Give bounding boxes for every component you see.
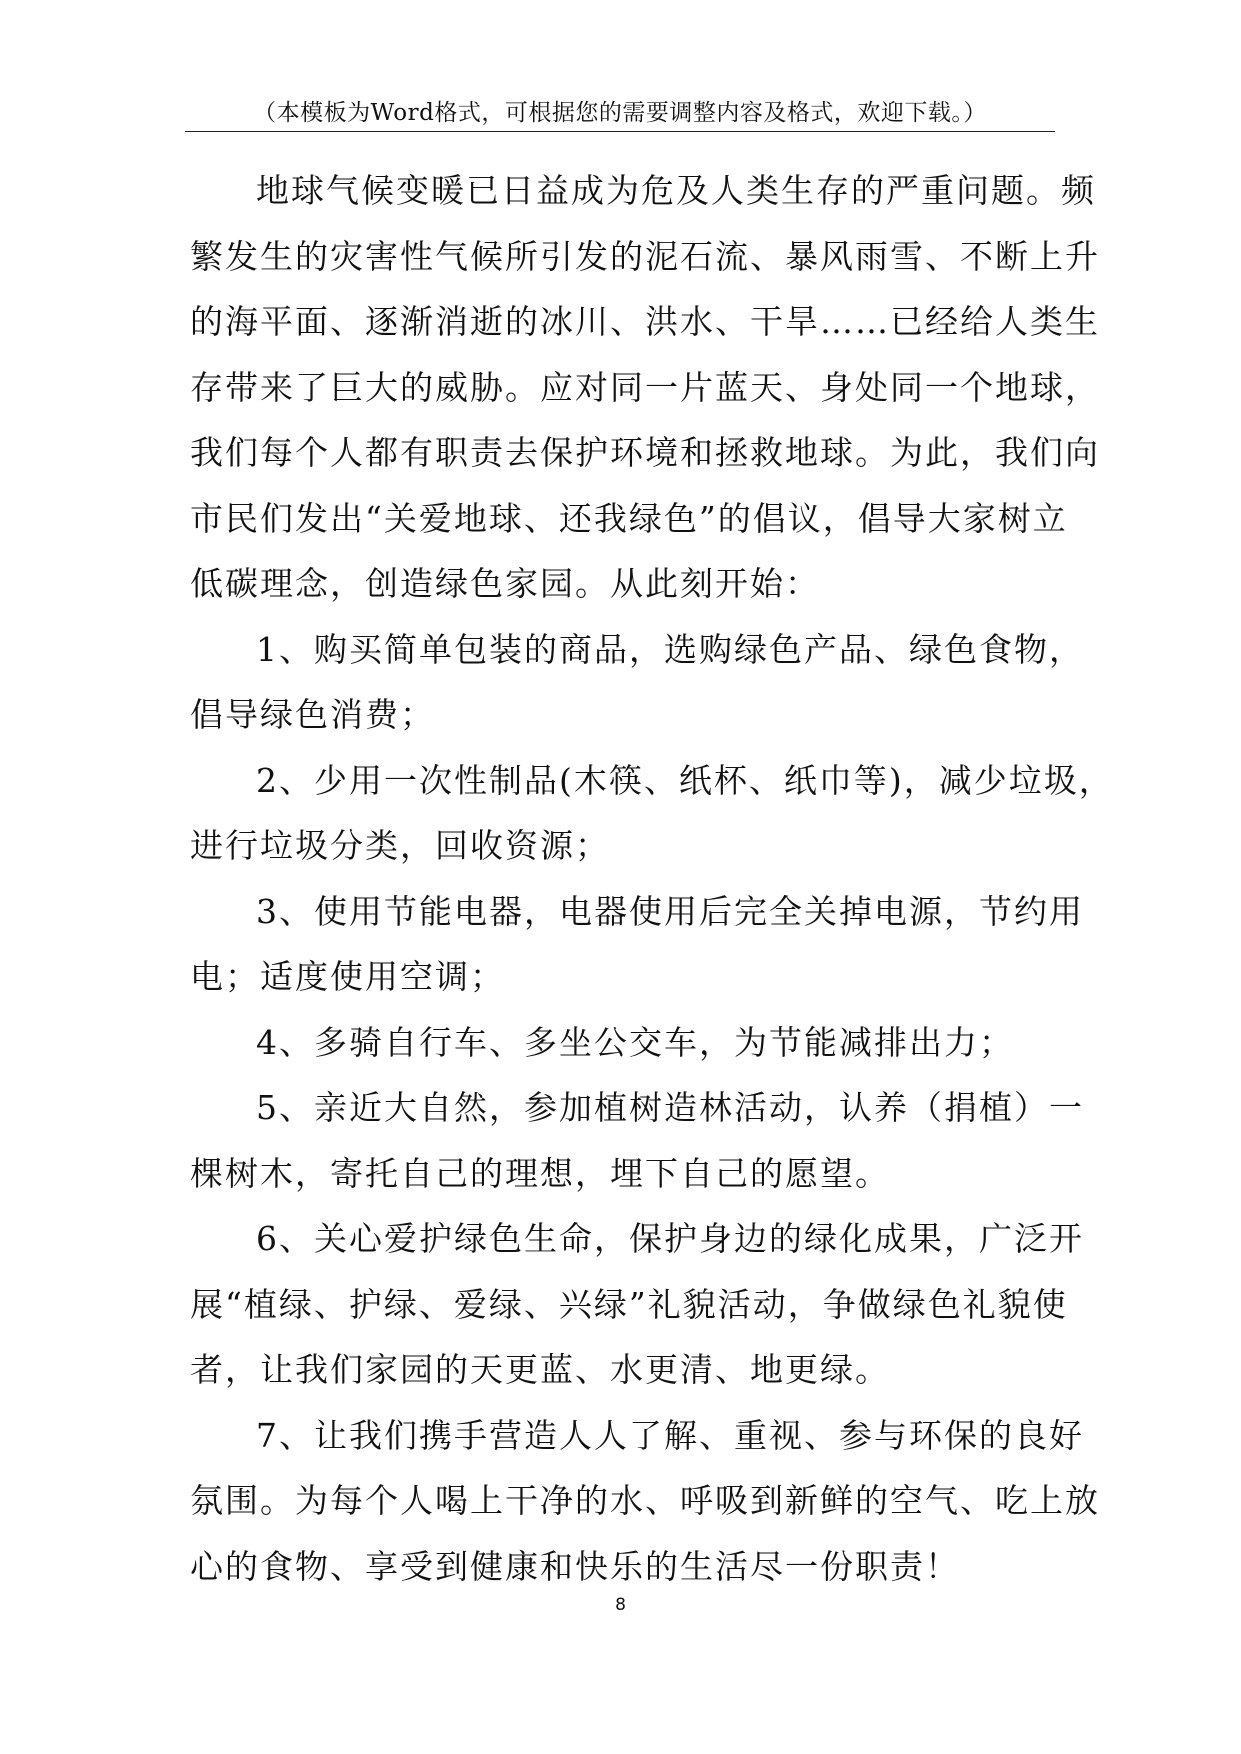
paragraph-line: 5、亲近大自然，参加植树造林活动，认养（捐植）一	[256, 1088, 1084, 1127]
paragraph-line: 进行垃圾分类，回收资源；	[190, 826, 610, 865]
paragraph-line: 我们每个人都有职责去保护环境和拯救地球。为此，我们向	[190, 433, 1100, 472]
paragraph-line: 6、关心爱护绿色生命，保护身边的绿化成果，广泛开	[256, 1219, 1084, 1258]
paragraph-line: 心的食物、享受到健康和快乐的生活尽一份职责！	[190, 1546, 960, 1586]
paragraph-line: 展“植绿、护绿、爱绿、兴绿”礼貌活动，争做绿色礼貌使	[190, 1284, 1068, 1324]
paragraph-line: 4、多骑自行车、多坐公交车，为节能减排出力；	[256, 1022, 1014, 1062]
paragraph-line: 1、购买简单包装的商品，选购绿色产品、绿色食物，	[256, 629, 1084, 669]
paragraph-line: 棵树木，寄托自己的理想，埋下自己的愿望。	[190, 1153, 890, 1193]
paragraph-line: 繁发生的灾害性气候所引发的泥石流、暴风雨雪、不断上升	[190, 236, 1100, 276]
list-item-2	[190, 748, 1114, 879]
list-item-6	[190, 1206, 1084, 1403]
document-body	[190, 158, 1114, 1599]
paragraph-line: 低碳理念，创造绿色家园。从此刻开始：	[190, 564, 820, 603]
paragraph-line: 氛围。为每个人喝上干净的水、呼吸到新鲜的空气、吃上放	[190, 1481, 1100, 1520]
list-item-7	[190, 1403, 1100, 1600]
list-item-3	[190, 879, 1084, 1010]
paragraph-line: 者，让我们家园的天更蓝、水更清、地更绿。	[190, 1350, 890, 1389]
paragraph-line: 的海平面、逐渐消逝的冰川、洪水、干旱……已经给人类生	[190, 302, 1100, 341]
intro-paragraph	[190, 158, 1100, 617]
list-item-1	[190, 617, 1084, 748]
header-divider	[185, 131, 1055, 132]
paragraph-line: 3、使用节能电器，电器使用后完全关掉电源，节约用	[256, 891, 1084, 931]
paragraph-line: 地球气候变暖已日益成为危及人类生存的严重问题。频	[256, 171, 1096, 210]
page-number: 8	[615, 1595, 626, 1615]
paragraph-line: 电；适度使用空调；	[190, 957, 505, 996]
paragraph-line: 存带来了巨大的威胁。应对同一片蓝天、身处同一个地球，	[190, 367, 1100, 407]
paragraph-line: 市民们发出“关爱地球、还我绿色”的倡议，倡导大家树立	[190, 498, 1068, 538]
list-item-4	[190, 1010, 1070, 1076]
paragraph-line: 7、让我们携手营造人人了解、重视、参与环保的良好	[256, 1415, 1084, 1455]
paragraph-line: 倡导绿色消费；	[190, 695, 435, 734]
paragraph-line: 2、少用一次性制品(木筷、纸杯、纸巾等)，减少垃圾，	[256, 760, 1114, 800]
template-notice: （本模板为Word格式，可根据您的需要调整内容及格式，欢迎下载。）	[253, 100, 987, 126]
list-item-5	[190, 1075, 1084, 1206]
